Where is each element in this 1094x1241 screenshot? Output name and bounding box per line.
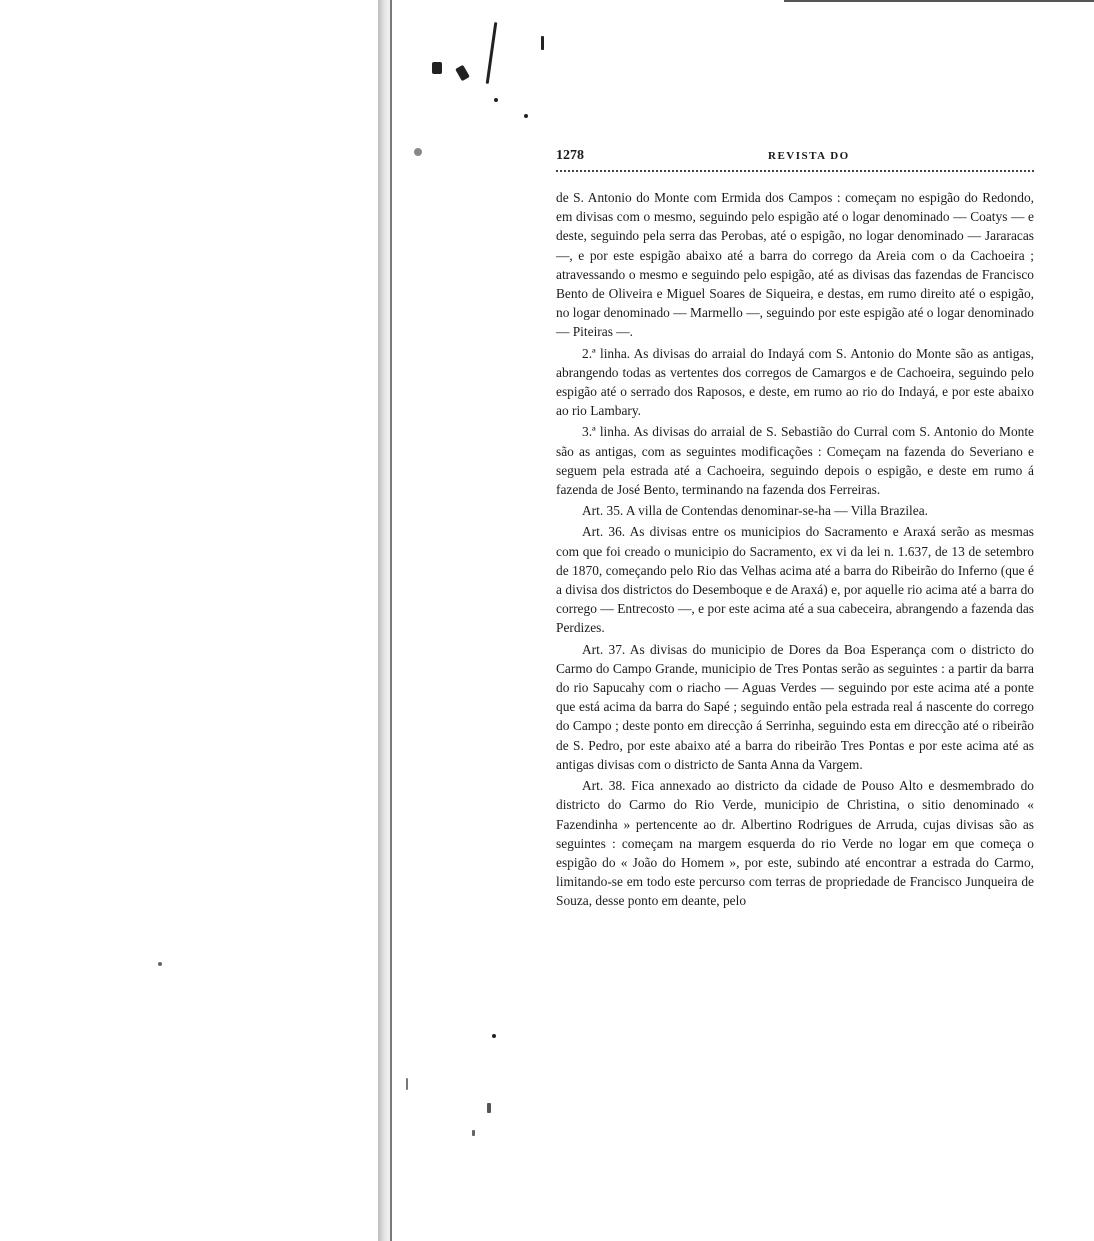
paragraph-continuation: de S. Antonio do Monte com Ermida dos Campos : começam no espigão do Redondo, em divisas com o mesmo, seguindo pelo espigão até o logar denominado — Coatys — e deste, seguindo pela serra das Perobas, até o espigão, no logar denominado — Jararacas —, e por este espigão abaixo até a barra do corrego da Areia com o da Cachoeira ; atravessando o mesmo e seguindo pelo espigão, até as divisas das fazendas de Francisco Bento de Oliveira e Miguel Soares de Siqueira, e destas, em rumo direito até o espigão, no logar denominado — Marmello —, seguindo por este espigão até o logar denominado — Piteiras —. bbox=[556, 190, 1034, 340]
scan-speck bbox=[455, 65, 470, 82]
scan-speck bbox=[414, 148, 422, 156]
page-number: 1278 bbox=[556, 148, 584, 163]
scan-speck bbox=[432, 62, 442, 74]
paragraph-linha-3: 3.ª linha. As divisas do arraial de S. Sebastião do Curral com S. Antonio do Monte são as antigas, com as seguintes modificações : Começam na fazenda do Severiano e seguem pela estrada até a Cachoeira, seguindo depois o espigão, e deste em rumo á fazenda de José Bento, terminando na fazenda dos Ferreiras. bbox=[556, 424, 1034, 498]
scan-speck bbox=[487, 1103, 491, 1113]
running-head: REVISTA DO bbox=[768, 150, 850, 162]
scan-speck bbox=[494, 98, 498, 102]
header-rule bbox=[556, 170, 1034, 172]
scan-speck bbox=[492, 1034, 496, 1038]
paragraph-art-35: Art. 35. A villa de Contendas denominar-se-ha — Villa Brazilea. bbox=[582, 503, 929, 519]
paragraph-art-37: Art. 37. As divisas do municipio de Dores da Boa Esperança com o districto do Carmo do Campo Grande, municipio de Tres Pontas serão as seguintes : a partir da barra do rio Sapucahy com o riacho — Aguas Verdes — seguindo por este acima até a ponte que está acima da barra do Sapé ; seguindo então pela estrada real á nascente do corrego do Campo ; deste ponto em direcção á Serrinha, seguindo esta em direcção até o ribeirão de S. Pedro, por este abaixo até a barra do ribeirão Tres Pontas e por este acima até as antigas divisas com o districto de Santa Anna da Vargem. bbox=[556, 641, 1034, 772]
scan-speck bbox=[406, 1078, 408, 1090]
body-text bbox=[556, 188, 1034, 913]
page-header bbox=[556, 148, 1034, 166]
top-edge-line bbox=[784, 0, 1094, 2]
scan-speck bbox=[158, 962, 162, 966]
scan-speck bbox=[472, 1130, 475, 1136]
paragraph-art-38: Art. 38. Fica annexado ao districto da cidade de Pouso Alto e desmembrado do districto do Carmo do Rio Verde, municipio de Christina, o sitio denominado « Fazendinha » pertencente ao dr. Albertino Rodrigues de Arruda, cujas divisas são as seguintes : começam na margem esquerda do rio Verde no logar em que começa o espigão do « João do Homem », por este, subindo até encontrar a estrada do Carmo, limitando-se em todo este percurso com terras de propriedade de Francisco Junqueira de Souza, desse ponto em deante, pelo bbox=[556, 778, 1034, 909]
paragraph-linha-2: 2.ª linha. As divisas do arraial do Indayá com S. Antonio do Monte são as antigas, abrangendo todas as vertentes dos corregos de Camargos e de Cachoeira, seguindo pelo espigão até o serrado dos Raposos, e deste, em rumo ao rio do Indayá, e por este abaixo ao rio Lambary. bbox=[556, 345, 1034, 419]
scan-speck bbox=[486, 22, 498, 84]
scan-speck bbox=[524, 114, 528, 118]
page-gutter-edge bbox=[390, 0, 392, 1241]
scan-speck bbox=[541, 36, 544, 50]
paragraph-art-36: Art. 36. As divisas entre os municipios do Sacramento e Araxá serão as mesmas com que foi creado o municipio do Sacramento, ex vi da lei n. 1.637, de 13 de setembro de 1870, começando pelo Rio das Velhas acima até a barra do Ribeirão do Inferno (que é a divisa dos districtos do Desemboque e de Araxá) e, por aquelle rio acima até a barra do corrego — Entrecosto —, e por este acima até a sua cabeceira, abrangendo a fazenda das Perdizes. bbox=[556, 524, 1034, 636]
